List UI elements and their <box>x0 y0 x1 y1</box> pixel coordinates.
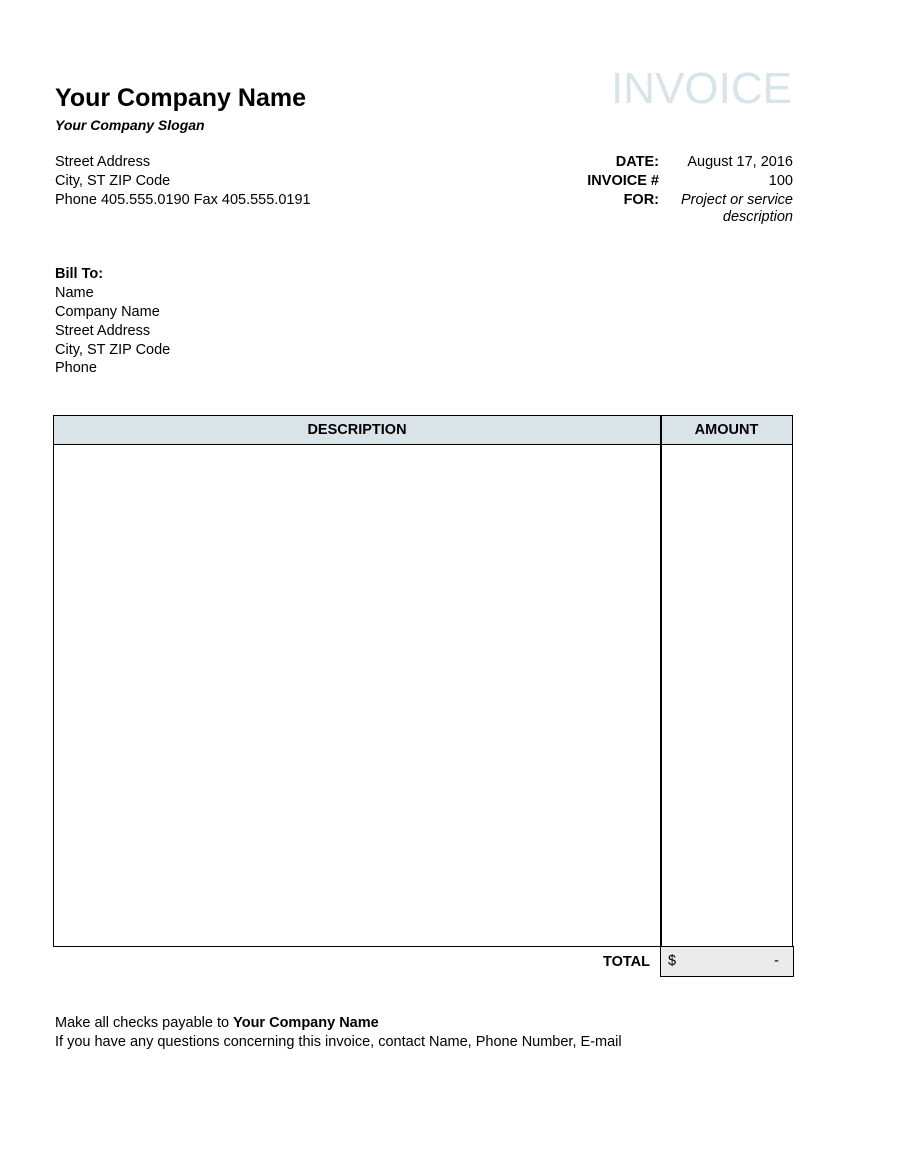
company-phone-fax: Phone 405.555.0190 Fax 405.555.0191 <box>55 192 311 208</box>
line-items-table <box>53 415 793 947</box>
amount-header: AMOUNT <box>694 422 759 438</box>
checks-payable-prefix: Make all checks payable to <box>55 1015 234 1031</box>
column-divider <box>660 416 662 946</box>
bill-to-label: Bill To: <box>55 266 104 282</box>
bill-to-company: Company Name <box>55 304 160 320</box>
questions-line: If you have any questions concerning this invoice, contact Name, Phone Number, E-mail <box>55 1034 622 1050</box>
invoice-title: INVOICE <box>611 64 792 113</box>
company-city: City, ST ZIP Code <box>55 173 171 189</box>
company-name: Your Company Name <box>55 84 306 112</box>
total-box <box>660 946 794 977</box>
description-header: DESCRIPTION <box>307 422 407 438</box>
checks-payable-company: Your Company Name <box>233 1015 379 1031</box>
invoice-number-value: 100 <box>768 173 793 189</box>
total-value: - <box>774 953 779 969</box>
date-value: August 17, 2016 <box>687 154 793 170</box>
bill-to-street: Street Address <box>55 323 151 339</box>
date-label: DATE: <box>615 154 659 170</box>
checks-payable-line <box>55 1015 379 1031</box>
bill-to-phone: Phone <box>55 360 97 376</box>
for-label: FOR: <box>623 192 659 208</box>
total-label: TOTAL <box>603 954 650 970</box>
total-currency: $ <box>668 953 677 969</box>
company-slogan: Your Company Slogan <box>55 117 205 133</box>
bill-to-city: City, ST ZIP Code <box>55 342 171 358</box>
company-street: Street Address <box>55 154 151 170</box>
for-value: Project or service description <box>680 192 793 225</box>
bill-to-name: Name <box>55 285 94 301</box>
invoice-number-label: INVOICE # <box>587 173 659 189</box>
